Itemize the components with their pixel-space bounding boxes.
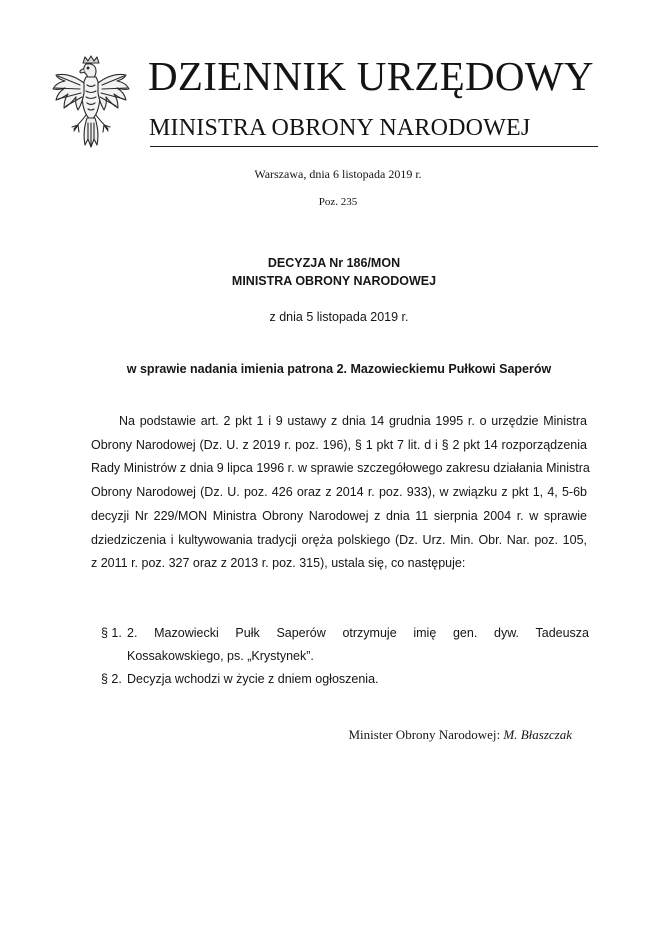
- paragraph-line: Kossakowskiego, ps. „Krystynek”.: [127, 649, 314, 663]
- signatory-role: Minister Obrony Narodowej:: [348, 727, 501, 742]
- signatory-name: M. Błaszczak: [503, 727, 572, 742]
- decision-date: z dnia 5 listopada 2019 r.: [269, 310, 409, 324]
- masthead-divider: [150, 146, 598, 147]
- body-line: Rady Ministrów z dnia 9 lipca 1996 r. w sprawie szczegółowego zakresu działania Ministra: [91, 461, 590, 476]
- publication-place-date: Warszawa, dnia 6 listopada 2019 r.: [254, 167, 422, 181]
- body-line: Obrony Narodowej (Dz. U. z 2019 r. poz. 196), § 1 pkt 7 lit. d i § 2 pkt 14 rozporządzenia: [91, 437, 587, 452]
- decision-title-line2: MINISTRA OBRONY NARODOWEJ: [231, 274, 437, 288]
- body-line: Na podstawie art. 2 pkt 1 i 9 ustawy z dnia 14 grudnia 1995 r. o urzędzie Ministra: [119, 414, 587, 428]
- decision-title: [0, 254, 664, 290]
- body-line: Obrony Narodowej (Dz. U. poz. 426 oraz z 2014 r. poz. 933), w związku z pkt 1, 4, 5-6b: [91, 485, 587, 500]
- paragraph-number: § 1.: [101, 626, 122, 640]
- body-line: dziedziczenia i kultywowania tradycji oręża polskiego (Dz. Urz. Min. Obr. Nar. poz. 105,: [91, 532, 587, 547]
- decision-title-line1: DECYZJA Nr 186/MON: [267, 256, 401, 270]
- paragraph-text: [101, 622, 589, 668]
- body-line: z 2011 r. poz. 327 oraz z 2013 r. poz. 315), ustala się, co następuje:: [91, 556, 466, 571]
- journal-title: DZIENNIK URZĘDOWY: [148, 53, 594, 99]
- publication-position: Poz. 235: [318, 196, 358, 208]
- body-line: decyzji Nr 229/MON Ministra Obrony Narodowej z dnia 11 sierpnia 2004 r. w sprawie: [91, 508, 587, 523]
- paragraph-text: Decyzja wchodzi w życie z dniem ogłoszenia.: [127, 672, 379, 686]
- legal-basis-paragraph: [91, 410, 590, 576]
- paragraph-line: 2. Mazowiecki Pułk Saperów otrzymuje imię gen. dyw. Tadeusza: [127, 626, 589, 640]
- paragraph-2: [101, 668, 589, 691]
- signature-block: [349, 726, 573, 744]
- white-eagle-emblem-icon: [50, 55, 132, 150]
- journal-subtitle: MINISTRA OBRONY NARODOWEJ: [149, 115, 531, 141]
- paragraph-1: [101, 622, 589, 668]
- decision-subject: w sprawie nadania imienia patrona 2. Mazowieckiemu Pułkowi Saperów: [126, 362, 552, 376]
- paragraph-number: § 2.: [101, 672, 122, 686]
